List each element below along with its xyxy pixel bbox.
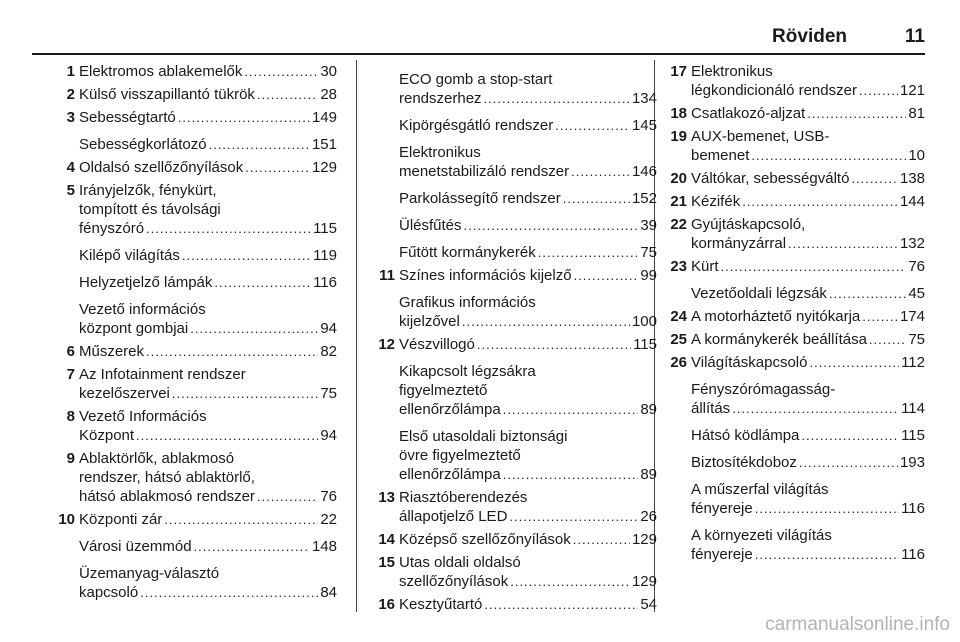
entry-page-link[interactable]: 10 bbox=[908, 147, 925, 164]
page-number: 11 bbox=[904, 26, 925, 47]
leader-dots bbox=[869, 330, 906, 349]
entry-text: Váltókar, sebességváltó bbox=[691, 170, 850, 187]
leader-dots bbox=[859, 81, 898, 100]
entry-text: ellenőrzőlámpa bbox=[399, 401, 501, 418]
entry-text: Elektromos ablakemelők bbox=[79, 63, 243, 80]
entry-number: 15 bbox=[378, 554, 395, 571]
entry-page-link[interactable]: 119 bbox=[313, 247, 337, 264]
entry-text: Elektronikus bbox=[691, 63, 773, 80]
entry-text: fényereje bbox=[691, 546, 753, 563]
index-entry bbox=[691, 526, 925, 564]
entry-page-link[interactable]: 115 bbox=[313, 220, 337, 237]
entry-text: állapotjelző LED bbox=[399, 508, 508, 525]
entry-page-link[interactable]: 145 bbox=[631, 117, 657, 134]
entry-page-link[interactable]: 116 bbox=[313, 274, 337, 291]
index-entry bbox=[66, 365, 337, 403]
entry-text: légkondicionáló rendszer bbox=[691, 82, 857, 99]
entry-text: szellőzőnyílások bbox=[399, 573, 509, 590]
entry-text: Hátsó ködlámpa bbox=[691, 427, 800, 444]
entry-text: A motorháztető nyitókarja bbox=[691, 308, 861, 325]
entry-page-link[interactable]: 116 bbox=[901, 500, 925, 517]
index-entry bbox=[691, 284, 925, 303]
page-title: Röviden bbox=[772, 26, 847, 47]
leader-dots bbox=[172, 384, 318, 403]
entry-page-link[interactable]: 28 bbox=[320, 86, 337, 103]
entry-page-link[interactable]: 84 bbox=[320, 584, 337, 601]
leader-dots bbox=[464, 216, 639, 235]
entry-text: Ablaktörlők, ablakmosó bbox=[79, 450, 235, 467]
entry-number: 4 bbox=[66, 159, 75, 176]
entry-text: Központi zár bbox=[79, 511, 163, 528]
entry-text: Sebességtartó bbox=[79, 109, 176, 126]
leader-dots bbox=[146, 342, 318, 361]
index-entry bbox=[58, 510, 337, 529]
entry-page-link[interactable]: 129 bbox=[631, 573, 657, 590]
entry-text: Kilépő világítás bbox=[79, 247, 180, 264]
index-entry bbox=[670, 215, 925, 253]
entry-text: AUX-bemenet, USB- bbox=[691, 128, 830, 145]
leader-dots bbox=[555, 116, 630, 135]
index-entry bbox=[670, 330, 925, 349]
entry-page-link[interactable]: 76 bbox=[320, 488, 337, 505]
entry-page-link[interactable]: 82 bbox=[320, 343, 337, 360]
leader-dots bbox=[178, 108, 310, 127]
index-entry bbox=[66, 158, 337, 177]
leader-dots bbox=[721, 257, 907, 276]
entry-text: Csatlakozó-aljzat bbox=[691, 105, 806, 122]
entry-text: Sebességkorlátozó bbox=[79, 136, 207, 153]
leader-dots bbox=[164, 510, 318, 529]
index-entry bbox=[66, 342, 337, 361]
entry-page-link[interactable]: 30 bbox=[320, 63, 337, 80]
entry-page-link[interactable]: 94 bbox=[320, 427, 337, 444]
leader-dots bbox=[862, 307, 898, 326]
entry-page-link[interactable]: 129 bbox=[631, 531, 657, 548]
entry-page-link[interactable]: 94 bbox=[320, 320, 337, 337]
entry-text: Kipörgésgátló rendszer bbox=[399, 117, 554, 134]
entry-number: 12 bbox=[378, 336, 395, 353]
entry-text: Vezetőoldali légzsák bbox=[691, 285, 827, 302]
entry-text: Vészvillogó bbox=[399, 336, 475, 353]
entry-number: 13 bbox=[378, 489, 395, 506]
leader-dots bbox=[182, 246, 311, 265]
leader-dots bbox=[140, 583, 318, 602]
index-entry bbox=[399, 293, 657, 331]
leader-dots bbox=[257, 85, 318, 104]
index-entry bbox=[670, 62, 925, 100]
index-entry bbox=[691, 453, 925, 472]
entry-number: 16 bbox=[378, 596, 395, 613]
index-entry bbox=[66, 85, 337, 104]
entry-page-link[interactable]: 134 bbox=[631, 90, 657, 107]
index-entry bbox=[79, 300, 337, 338]
leader-dots bbox=[807, 104, 906, 123]
entry-number: 20 bbox=[670, 170, 687, 187]
entry-text: Vezető Információs bbox=[79, 408, 207, 425]
leader-dots bbox=[503, 400, 639, 419]
leader-dots bbox=[503, 465, 639, 484]
entry-text: Parkolássegítő rendszer bbox=[399, 190, 561, 207]
leader-dots bbox=[244, 62, 318, 81]
index-entry bbox=[66, 62, 337, 81]
entry-number: 6 bbox=[66, 343, 75, 360]
index-entry bbox=[670, 104, 925, 123]
entry-number: 17 bbox=[670, 63, 687, 80]
entry-number: 23 bbox=[670, 258, 687, 275]
entry-text: Fényszórómagasság- bbox=[691, 381, 836, 398]
index-entry bbox=[670, 307, 925, 326]
leader-dots bbox=[574, 266, 639, 285]
leader-dots bbox=[462, 312, 630, 331]
entry-page-link[interactable]: 75 bbox=[908, 331, 925, 348]
entry-number: 14 bbox=[378, 531, 395, 548]
entry-page-link[interactable]: 149 bbox=[311, 109, 337, 126]
entry-text: Kürt bbox=[691, 258, 719, 275]
leader-dots bbox=[146, 219, 311, 238]
entry-number: 19 bbox=[670, 128, 687, 145]
entry-page-link[interactable]: 148 bbox=[311, 538, 337, 555]
entry-page-link[interactable]: 75 bbox=[320, 385, 337, 402]
entry-number: 3 bbox=[66, 109, 75, 126]
entry-text: kormányzárral bbox=[691, 235, 787, 252]
index-entry bbox=[79, 273, 337, 292]
leader-dots bbox=[809, 353, 899, 372]
index-entry bbox=[399, 189, 657, 208]
entry-page-link[interactable]: 138 bbox=[899, 170, 925, 187]
entry-text: Kikapcsolt légzsákra bbox=[399, 363, 536, 380]
entry-text: bemenet bbox=[691, 147, 750, 164]
entry-text: Grafikus információs bbox=[399, 294, 536, 311]
entry-text: Gyújtáskapcsoló, bbox=[691, 216, 806, 233]
leader-dots bbox=[571, 162, 630, 181]
entry-text: Helyzetjelző lámpák bbox=[79, 274, 213, 291]
entry-page-link[interactable]: 45 bbox=[908, 285, 925, 302]
leader-dots bbox=[484, 595, 638, 614]
entry-page-link[interactable]: 129 bbox=[311, 159, 337, 176]
entry-page-link[interactable]: 112 bbox=[901, 354, 925, 371]
entry-number: 10 bbox=[58, 511, 75, 528]
index-entry bbox=[378, 595, 657, 614]
entry-number: 22 bbox=[670, 216, 687, 233]
entry-text: hátsó ablakmosó rendszer bbox=[79, 488, 255, 505]
leader-dots bbox=[136, 426, 318, 445]
entry-number: 11 bbox=[379, 267, 395, 284]
leader-dots bbox=[788, 234, 898, 253]
entry-text: Vezető információs bbox=[79, 301, 206, 318]
entry-text: Színes információs kijelző bbox=[399, 267, 572, 284]
index-entry bbox=[79, 564, 337, 602]
index-entry bbox=[399, 216, 657, 235]
entry-page-link[interactable]: 54 bbox=[640, 596, 657, 613]
index-entry bbox=[691, 426, 925, 445]
entry-text: Középső szellőzőnyílások bbox=[399, 531, 571, 548]
entry-number: 18 bbox=[670, 105, 687, 122]
entry-text: A környezeti világítás bbox=[691, 527, 832, 544]
entry-number: 24 bbox=[670, 308, 687, 325]
entry-text: Városi üzemmód bbox=[79, 538, 192, 555]
index-entry bbox=[670, 169, 925, 188]
entry-number: 26 bbox=[670, 354, 687, 371]
entry-page-link[interactable]: 121 bbox=[899, 82, 925, 99]
entry-text: rendszer, hátsó ablaktörlő, bbox=[79, 469, 255, 486]
entry-text: állítás bbox=[691, 400, 731, 417]
entry-page-link[interactable]: 100 bbox=[631, 313, 657, 330]
entry-page-link[interactable]: 76 bbox=[908, 258, 925, 275]
index-entry bbox=[399, 116, 657, 135]
entry-text: Külső visszapillantó tükrök bbox=[79, 86, 255, 103]
entry-text: fényereje bbox=[691, 500, 753, 517]
index-entry bbox=[66, 108, 337, 127]
leader-dots bbox=[851, 169, 898, 188]
entry-page-link[interactable]: 144 bbox=[899, 193, 925, 210]
index-entry bbox=[66, 449, 337, 506]
leader-dots bbox=[742, 192, 898, 211]
entry-number: 25 bbox=[670, 331, 687, 348]
entry-page-link[interactable]: 152 bbox=[631, 190, 657, 207]
entry-number: 1 bbox=[66, 63, 75, 80]
entry-text: rendszerhez bbox=[399, 90, 482, 107]
entry-text: Első utasoldali biztonsági bbox=[399, 428, 568, 445]
entry-text: Utas oldali oldalsó bbox=[399, 554, 521, 571]
leader-dots bbox=[799, 453, 898, 472]
entry-page-link[interactable]: 99 bbox=[640, 267, 657, 284]
watermark: carmanualsonline.info bbox=[765, 614, 950, 635]
entry-text: figyelmeztető bbox=[399, 382, 488, 399]
leader-dots bbox=[751, 146, 906, 165]
index-entry bbox=[399, 362, 657, 419]
index-entry bbox=[691, 480, 925, 518]
index-entry bbox=[378, 530, 657, 549]
index-entry bbox=[670, 127, 925, 165]
entry-text: Az Infotainment rendszer bbox=[79, 366, 246, 383]
leader-dots bbox=[755, 499, 899, 518]
entry-page-link[interactable]: 132 bbox=[899, 235, 925, 252]
entry-text: Biztosítékdoboz bbox=[691, 454, 797, 471]
entry-text: Oldalsó szellőzőnyílások bbox=[79, 159, 244, 176]
leader-dots bbox=[563, 189, 630, 208]
leader-dots bbox=[510, 572, 630, 591]
index-entry bbox=[399, 427, 657, 484]
leader-dots bbox=[732, 399, 899, 418]
entry-page-link[interactable]: 193 bbox=[899, 454, 925, 471]
entry-text: Kézifék bbox=[691, 193, 741, 210]
entry-page-link[interactable]: 75 bbox=[640, 244, 657, 261]
entry-text: Üzemanyag-választó bbox=[79, 565, 220, 582]
entry-text: központ gombjai bbox=[79, 320, 189, 337]
entry-page-link[interactable]: 81 bbox=[908, 105, 925, 122]
leader-dots bbox=[477, 335, 631, 354]
entry-page-link[interactable]: 114 bbox=[901, 400, 925, 417]
leader-dots bbox=[573, 530, 630, 549]
leader-dots bbox=[209, 135, 310, 154]
entry-page-link[interactable]: 26 bbox=[640, 508, 657, 525]
entry-text: ellenőrzőlámpa bbox=[399, 466, 501, 483]
leader-dots bbox=[194, 537, 310, 556]
leader-dots bbox=[245, 158, 310, 177]
index-entry bbox=[66, 407, 337, 445]
entry-text: ECO gomb a stop-start bbox=[399, 71, 553, 88]
index-entry bbox=[79, 537, 337, 556]
index-entry bbox=[378, 488, 657, 526]
entry-number: 9 bbox=[66, 450, 75, 467]
leader-dots bbox=[829, 284, 906, 303]
leader-dots bbox=[484, 89, 630, 108]
entry-page-link[interactable]: 89 bbox=[640, 401, 657, 418]
leader-dots bbox=[190, 319, 318, 338]
index-entry bbox=[399, 143, 657, 181]
entry-text: kijelzővel bbox=[399, 313, 460, 330]
entry-text: Ülésfűtés bbox=[399, 217, 462, 234]
entry-text: fényszóró bbox=[79, 220, 145, 237]
column-divider bbox=[356, 60, 357, 612]
entry-text: Riasztóberendezés bbox=[399, 489, 528, 506]
index-column-2 bbox=[378, 62, 657, 618]
entry-text: Kesztyűtartó bbox=[399, 596, 483, 613]
entry-page-link[interactable]: 115 bbox=[633, 336, 657, 353]
entry-number: 7 bbox=[66, 366, 75, 383]
entry-page-link[interactable]: 151 bbox=[311, 136, 337, 153]
index-entry bbox=[79, 135, 337, 154]
entry-page-link[interactable]: 146 bbox=[631, 163, 657, 180]
entry-text: Fűtött kormánykerék bbox=[399, 244, 536, 261]
entry-page-link[interactable]: 116 bbox=[901, 546, 925, 563]
entry-text: A kormánykerék beállítása bbox=[691, 331, 867, 348]
entry-text: A műszerfal világítás bbox=[691, 481, 829, 498]
entry-page-link[interactable]: 39 bbox=[640, 217, 657, 234]
entry-page-link[interactable]: 22 bbox=[320, 511, 337, 528]
index-entry bbox=[79, 246, 337, 265]
entry-text: kapcsoló bbox=[79, 584, 139, 601]
entry-text: menetstabilizáló rendszer bbox=[399, 163, 570, 180]
entry-text: Irányjelzők, fénykürt, bbox=[79, 182, 217, 199]
leader-dots bbox=[755, 545, 899, 564]
index-entry bbox=[378, 553, 657, 591]
index-entry bbox=[670, 353, 925, 372]
entry-text: Központ bbox=[79, 427, 135, 444]
leader-dots bbox=[538, 243, 639, 262]
entry-page-link[interactable]: 89 bbox=[640, 466, 657, 483]
leader-dots bbox=[509, 507, 638, 526]
leader-dots bbox=[801, 426, 899, 445]
entry-number: 2 bbox=[66, 86, 75, 103]
entry-number: 21 bbox=[670, 193, 687, 210]
entry-page-link[interactable]: 174 bbox=[899, 308, 925, 325]
entry-number: 8 bbox=[66, 408, 75, 425]
index-column-1 bbox=[58, 62, 337, 606]
entry-number: 5 bbox=[66, 182, 75, 199]
leader-dots bbox=[214, 273, 311, 292]
entry-text: kezelőszervei bbox=[79, 385, 170, 402]
page-header bbox=[32, 0, 925, 55]
leader-dots bbox=[257, 487, 318, 506]
index-entry bbox=[378, 335, 657, 354]
entry-text: Világításkapcsoló bbox=[691, 354, 808, 371]
index-column-3 bbox=[670, 62, 925, 568]
index-entry bbox=[399, 70, 657, 108]
index-entry bbox=[670, 192, 925, 211]
entry-page-link[interactable]: 115 bbox=[901, 427, 925, 444]
entry-text: övre figyelmeztető bbox=[399, 447, 521, 464]
index-entry bbox=[379, 266, 657, 285]
entry-text: tompított és távolsági bbox=[79, 201, 221, 218]
index-entry bbox=[399, 243, 657, 262]
index-entry bbox=[670, 257, 925, 276]
index-entry bbox=[66, 181, 337, 238]
entry-text: Műszerek bbox=[79, 343, 145, 360]
index-entry bbox=[691, 380, 925, 418]
entry-text: Elektronikus bbox=[399, 144, 481, 161]
